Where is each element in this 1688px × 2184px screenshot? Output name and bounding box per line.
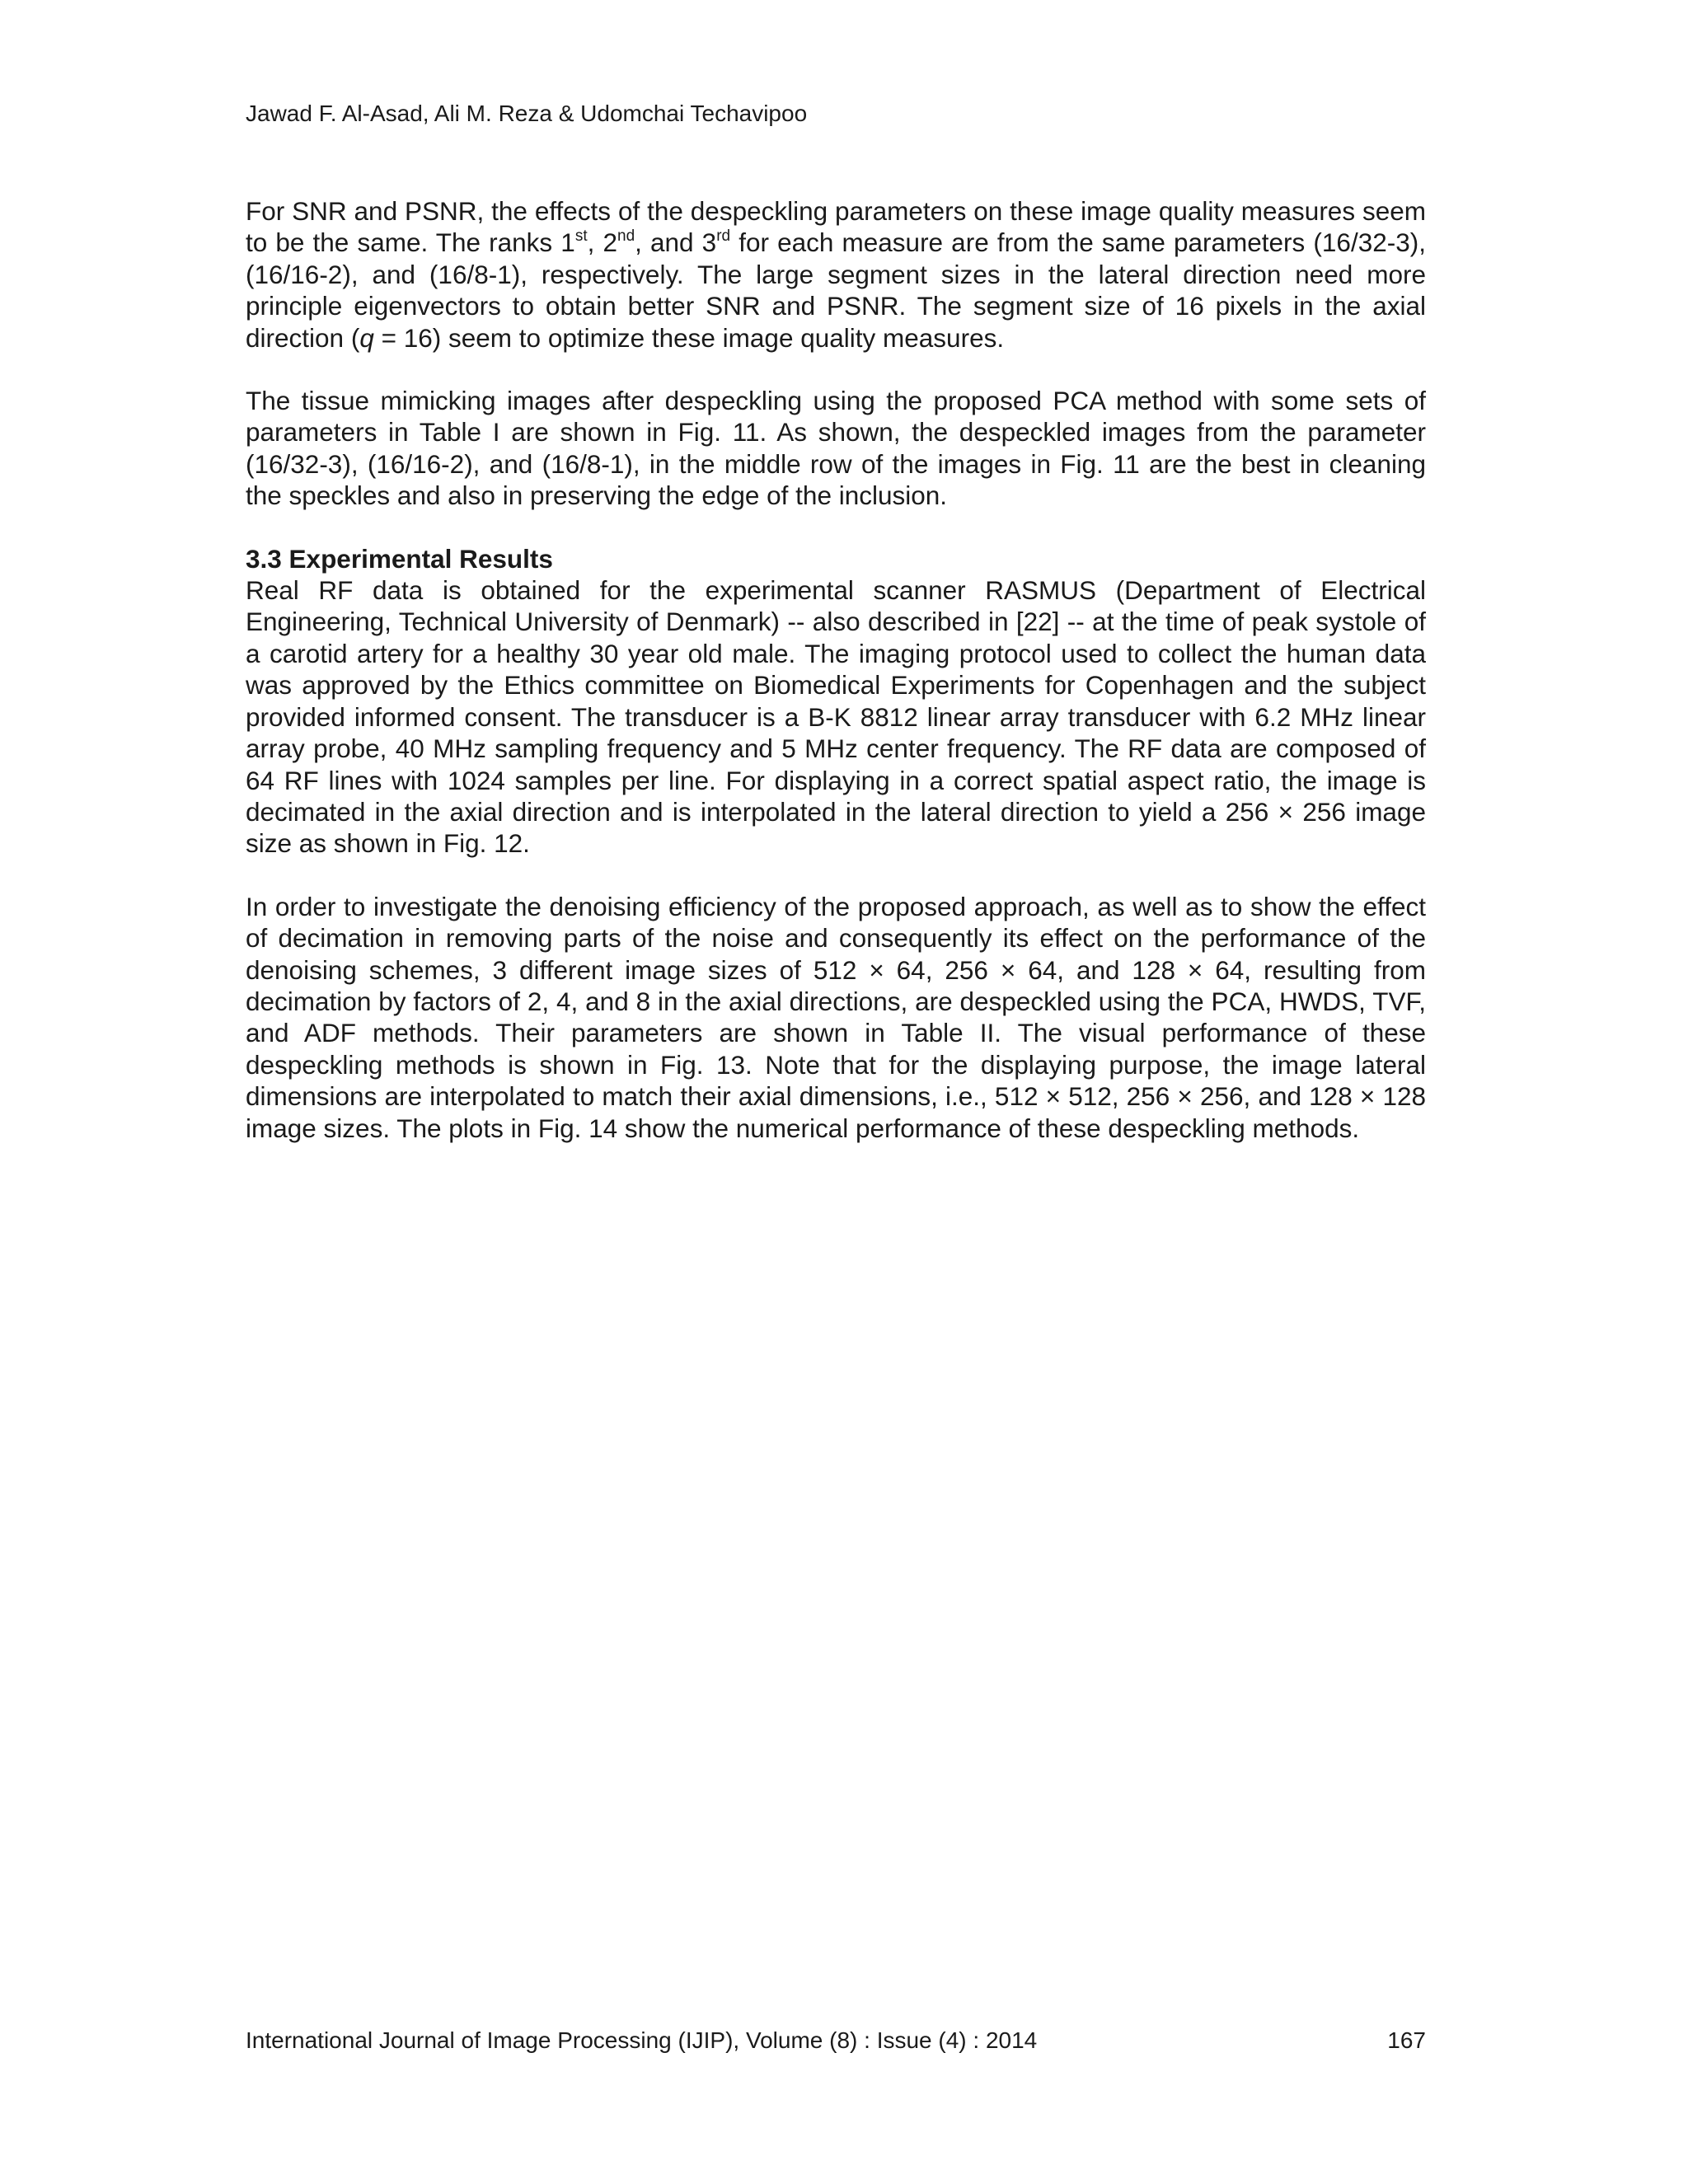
paragraph-text: , 2 (587, 227, 617, 258)
paragraph-text: For SNR and PSNR, the effects of the despeckling parameters on these image quality measures seem to be the same. The ranks 1 (246, 196, 1426, 258)
paragraph-text: = 16) seem to optimize these image quality measures. (373, 322, 1005, 353)
variable-q: q (359, 322, 374, 353)
page-number: 167 (1387, 2027, 1426, 2053)
superscript-rd: rd (716, 227, 731, 246)
running-footer (246, 2026, 1426, 2055)
paragraph-text: for each measure are from the same parameters (16/32-3), (16/16-2), and (16/8-1), respectively. The large segment sizes in the lateral direction need more principle eigenvectors to obtain better SNR and PSNR. The segment size of 16 pixels in the axial direction ( (246, 227, 1426, 353)
paragraph-real-rf-data: Real RF data is obtained for the experimental scanner RASMUS (Department of Electrical Engineering, Technical University of Denmark) -- also described in [22] -- at the time of peak systole of a carotid artery for a healthy 30 year old male. The imaging protocol used to collect the human data was approved by the Ethics committee on Biomedical Experiments for Copenhagen and the subject provided informed consent. The transducer is a B-K 8812 linear array transducer with 6.2 MHz linear array probe, 40 MHz sampling frequency and 5 MHz center frequency. The RF data are composed of 64 RF lines with 1024 samples per line. For displaying in a correct spatial aspect ratio, the image is decimated in the axial direction and is interpolated in the lateral direction to yield a 256 × 256 image size as shown in Fig. 12. (246, 575, 1426, 859)
body-column (246, 195, 1426, 1175)
running-header: Jawad F. Al-Asad, Ali M. Reza & Udomchai Techavipoo (246, 101, 808, 126)
paragraph-snr-psnr (246, 195, 1426, 354)
paragraph-text: , and 3 (635, 227, 717, 258)
superscript-nd: nd (617, 227, 635, 246)
paragraph-tissue-mimicking: The tissue mimicking images after despeckling using the proposed PCA method with some sets of parameters in Table I are shown in Fig. 11. As shown, the despeckled images from the parameter (16/32-3), (16/16-2), and (16/8-1), in the middle row of the images in Fig. 11 are the best in cleaning the speckles and also in preserving the edge of the inclusion. (246, 386, 1426, 511)
journal-citation: International Journal of Image Processing (IJIP), Volume (8) : Issue (4) : 2014 (246, 2027, 1038, 2053)
section-heading: 3.3 Experimental Results (246, 543, 553, 574)
paragraph-denoising-efficiency: In order to investigate the denoising efficiency of the proposed approach, as well as to show the effect of decimation in removing parts of the noise and consequently its effect on the performance of the denoising schemes, 3 different image sizes of 512 × 64, 256 × 64, and 128 × 64, resulting from decimation by factors of 2, 4, and 8 in the axial directions, are despeckled using the PCA, HWDS, TVF, and ADF methods. Their parameters are shown in Table II. The visual performance of these despeckling methods is shown in Fig. 13. Note that for the displaying purpose, the image lateral dimensions are interpolated to match their axial dimensions, i.e., 512 × 512, 256 × 256, and 128 × 128 image sizes. The plots in Fig. 14 show the numerical performance of these despeckling methods. (246, 891, 1426, 1143)
superscript-st: st (574, 227, 588, 246)
